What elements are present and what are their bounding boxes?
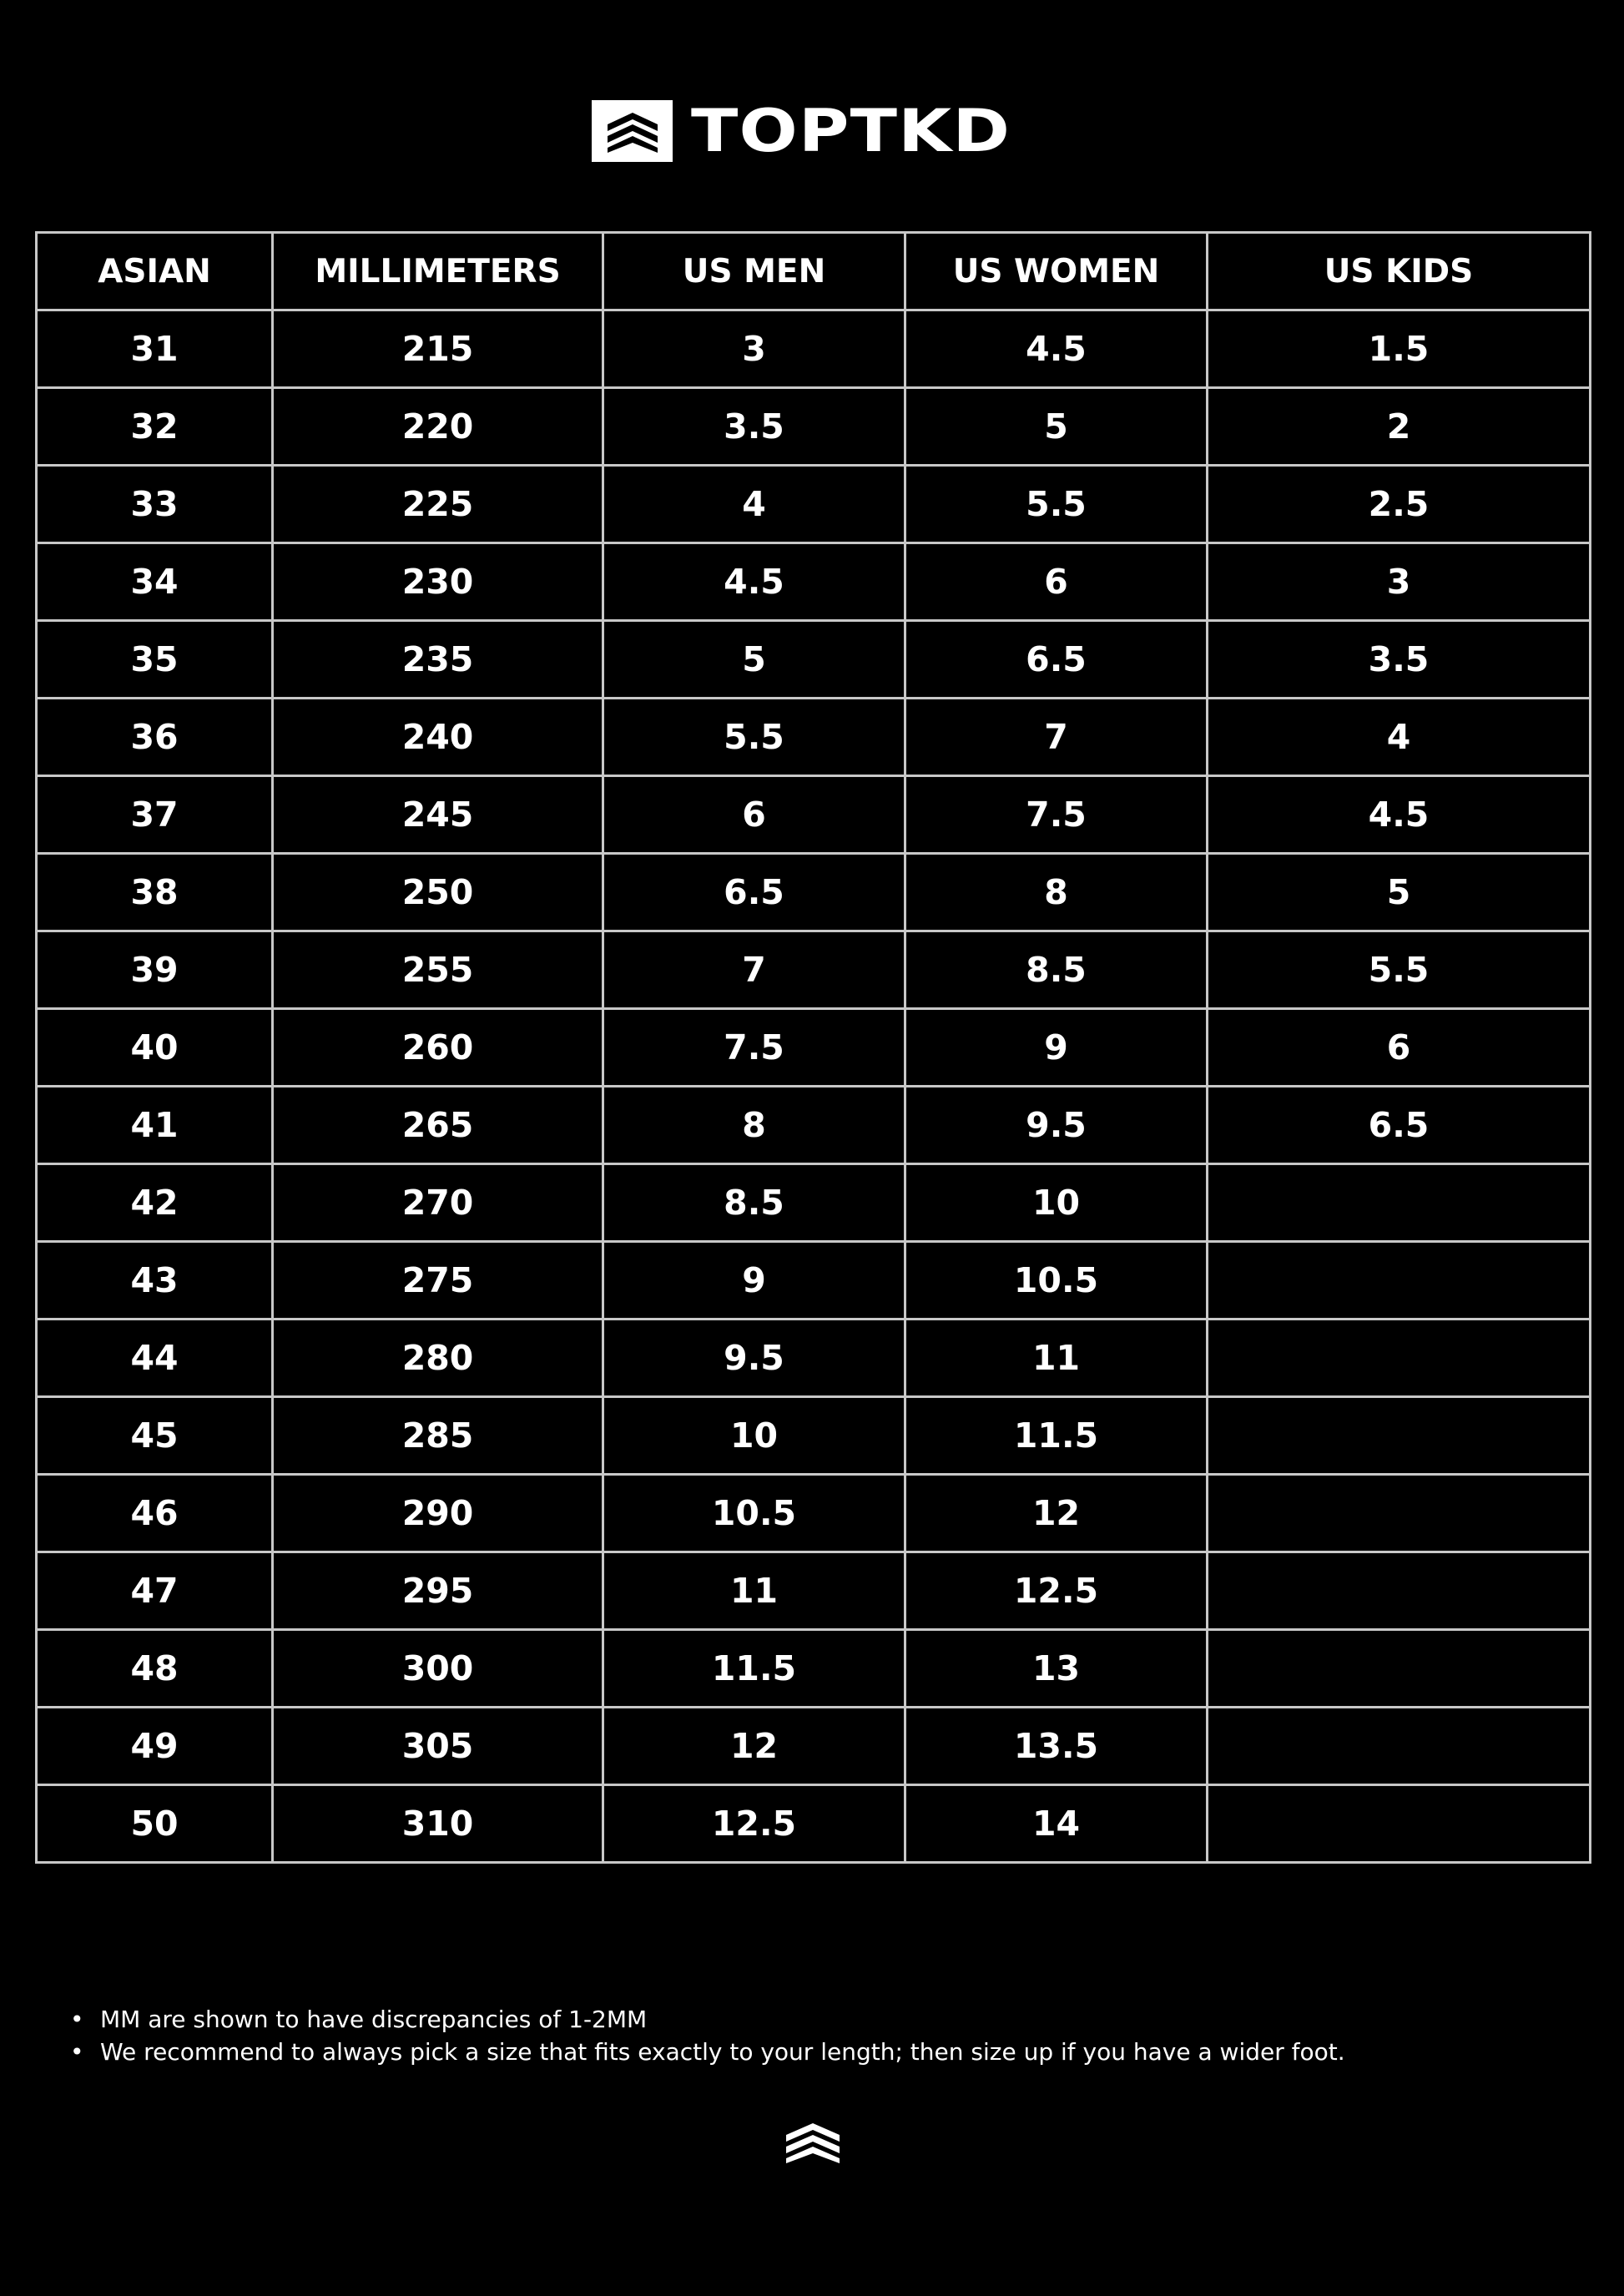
cell-us-women: 6 xyxy=(905,543,1208,621)
brand-logo xyxy=(592,97,1011,165)
table-row xyxy=(37,1087,1591,1164)
table-row xyxy=(37,1242,1591,1320)
table-row xyxy=(37,776,1591,854)
cell-us-women: 8 xyxy=(905,854,1208,931)
cell-us-men: 9.5 xyxy=(603,1320,905,1397)
cell-millimeters: 220 xyxy=(273,388,603,466)
table-row xyxy=(37,1552,1591,1630)
cell-millimeters: 300 xyxy=(273,1630,603,1708)
cell-millimeters: 285 xyxy=(273,1397,603,1475)
cell-us-men: 4.5 xyxy=(603,543,905,621)
table-row xyxy=(37,310,1591,388)
cell-us-women: 5.5 xyxy=(905,466,1208,543)
cell-asian: 38 xyxy=(37,854,273,931)
cell-us-men: 11 xyxy=(603,1552,905,1630)
cell-asian: 37 xyxy=(37,776,273,854)
cell-us-men: 8 xyxy=(603,1087,905,1164)
bullet-icon: • xyxy=(70,2038,84,2066)
size-chart-table xyxy=(35,231,1591,1864)
cell-us-men: 10.5 xyxy=(603,1475,905,1552)
cell-us-men: 6.5 xyxy=(603,854,905,931)
cell-us-men: 4 xyxy=(603,466,905,543)
cell-us-men: 5.5 xyxy=(603,699,905,776)
cell-millimeters: 255 xyxy=(273,931,603,1009)
table-row xyxy=(37,854,1591,931)
cell-us-men: 12 xyxy=(603,1708,905,1785)
cell-us-men: 9 xyxy=(603,1242,905,1320)
cell-us-women: 14 xyxy=(905,1785,1208,1863)
note-item xyxy=(70,2003,1345,2036)
cell-millimeters: 280 xyxy=(273,1320,603,1397)
bullet-icon: • xyxy=(70,2006,84,2033)
cell-asian: 33 xyxy=(37,466,273,543)
cell-millimeters: 230 xyxy=(273,543,603,621)
cell-us-kids: 6 xyxy=(1208,1009,1591,1087)
cell-us-women: 6.5 xyxy=(905,621,1208,699)
cell-us-women: 8.5 xyxy=(905,931,1208,1009)
cell-millimeters: 215 xyxy=(273,310,603,388)
note-text: MM are shown to have discrepancies of 1-2MM xyxy=(100,2006,648,2033)
cell-us-men: 12.5 xyxy=(603,1785,905,1863)
cell-millimeters: 240 xyxy=(273,699,603,776)
cell-us-kids: 2 xyxy=(1208,388,1591,466)
cell-us-women: 9 xyxy=(905,1009,1208,1087)
cell-asian: 40 xyxy=(37,1009,273,1087)
cell-millimeters: 260 xyxy=(273,1009,603,1087)
cell-us-women: 12 xyxy=(905,1475,1208,1552)
cell-us-men: 3.5 xyxy=(603,388,905,466)
table-header-row xyxy=(37,233,1591,310)
cell-us-women: 10.5 xyxy=(905,1242,1208,1320)
cell-us-kids: 5.5 xyxy=(1208,931,1591,1009)
table-row xyxy=(37,699,1591,776)
cell-asian: 50 xyxy=(37,1785,273,1863)
cell-us-kids xyxy=(1208,1397,1591,1475)
cell-us-women: 4.5 xyxy=(905,310,1208,388)
cell-millimeters: 245 xyxy=(273,776,603,854)
cell-us-men: 3 xyxy=(603,310,905,388)
cell-millimeters: 250 xyxy=(273,854,603,931)
cell-us-men: 7 xyxy=(603,931,905,1009)
cell-us-women: 9.5 xyxy=(905,1087,1208,1164)
cell-asian: 42 xyxy=(37,1164,273,1242)
cell-us-women: 7 xyxy=(905,699,1208,776)
cell-asian: 32 xyxy=(37,388,273,466)
cell-us-kids: 4 xyxy=(1208,699,1591,776)
table-row xyxy=(37,1630,1591,1708)
header-asian: ASIAN xyxy=(37,233,273,310)
cell-millimeters: 235 xyxy=(273,621,603,699)
cell-us-kids xyxy=(1208,1164,1591,1242)
table-row xyxy=(37,1320,1591,1397)
cell-us-women: 13.5 xyxy=(905,1708,1208,1785)
cell-millimeters: 225 xyxy=(273,466,603,543)
cell-us-kids: 5 xyxy=(1208,854,1591,931)
note-item xyxy=(70,2036,1345,2068)
cell-us-men: 8.5 xyxy=(603,1164,905,1242)
note-text: We recommend to always pick a size that fits exactly to your length; then size up if you have a wider foot. xyxy=(100,2038,1345,2066)
cell-millimeters: 275 xyxy=(273,1242,603,1320)
cell-us-kids: 1.5 xyxy=(1208,310,1591,388)
cell-millimeters: 270 xyxy=(273,1164,603,1242)
toptkd-chevron-logo-icon xyxy=(592,100,673,162)
table-row xyxy=(37,621,1591,699)
table-row xyxy=(37,1009,1591,1087)
cell-us-men: 11.5 xyxy=(603,1630,905,1708)
cell-us-men: 10 xyxy=(603,1397,905,1475)
table-row xyxy=(37,931,1591,1009)
header-us-kids: US KIDS xyxy=(1208,233,1591,310)
cell-millimeters: 305 xyxy=(273,1708,603,1785)
table-row xyxy=(37,466,1591,543)
cell-asian: 48 xyxy=(37,1630,273,1708)
cell-us-kids: 4.5 xyxy=(1208,776,1591,854)
cell-asian: 47 xyxy=(37,1552,273,1630)
cell-us-women: 12.5 xyxy=(905,1552,1208,1630)
table-row xyxy=(37,543,1591,621)
table-row xyxy=(37,1164,1591,1242)
cell-asian: 45 xyxy=(37,1397,273,1475)
cell-us-women: 13 xyxy=(905,1630,1208,1708)
table-row xyxy=(37,1397,1591,1475)
cell-millimeters: 290 xyxy=(273,1475,603,1552)
table-row xyxy=(37,1475,1591,1552)
cell-asian: 46 xyxy=(37,1475,273,1552)
cell-asian: 43 xyxy=(37,1242,273,1320)
header-us-women: US WOMEN xyxy=(905,233,1208,310)
brand-name: TOPTKD xyxy=(691,97,1011,165)
cell-asian: 49 xyxy=(37,1708,273,1785)
cell-us-women: 7.5 xyxy=(905,776,1208,854)
cell-us-kids xyxy=(1208,1708,1591,1785)
cell-millimeters: 295 xyxy=(273,1552,603,1630)
cell-us-women: 10 xyxy=(905,1164,1208,1242)
table-row xyxy=(37,388,1591,466)
cell-us-kids xyxy=(1208,1552,1591,1630)
header-millimeters: MILLIMETERS xyxy=(273,233,603,310)
cell-us-kids: 2.5 xyxy=(1208,466,1591,543)
cell-us-kids: 6.5 xyxy=(1208,1087,1591,1164)
notes-list xyxy=(70,2003,1345,2068)
cell-us-kids: 3.5 xyxy=(1208,621,1591,699)
cell-asian: 35 xyxy=(37,621,273,699)
cell-us-kids xyxy=(1208,1785,1591,1863)
cell-us-women: 11.5 xyxy=(905,1397,1208,1475)
cell-us-kids xyxy=(1208,1242,1591,1320)
cell-us-men: 5 xyxy=(603,621,905,699)
cell-us-men: 7.5 xyxy=(603,1009,905,1087)
cell-us-kids xyxy=(1208,1320,1591,1397)
header-us-men: US MEN xyxy=(603,233,905,310)
cell-asian: 41 xyxy=(37,1087,273,1164)
cell-asian: 44 xyxy=(37,1320,273,1397)
cell-us-women: 11 xyxy=(905,1320,1208,1397)
cell-millimeters: 310 xyxy=(273,1785,603,1863)
cell-asian: 36 xyxy=(37,699,273,776)
cell-us-women: 5 xyxy=(905,388,1208,466)
cell-us-kids xyxy=(1208,1630,1591,1708)
toptkd-chevron-icon xyxy=(784,2120,842,2165)
table-row xyxy=(37,1708,1591,1785)
cell-asian: 34 xyxy=(37,543,273,621)
cell-asian: 31 xyxy=(37,310,273,388)
cell-millimeters: 265 xyxy=(273,1087,603,1164)
cell-asian: 39 xyxy=(37,931,273,1009)
cell-us-kids xyxy=(1208,1475,1591,1552)
table-row xyxy=(37,1785,1591,1863)
cell-us-men: 6 xyxy=(603,776,905,854)
cell-us-kids: 3 xyxy=(1208,543,1591,621)
